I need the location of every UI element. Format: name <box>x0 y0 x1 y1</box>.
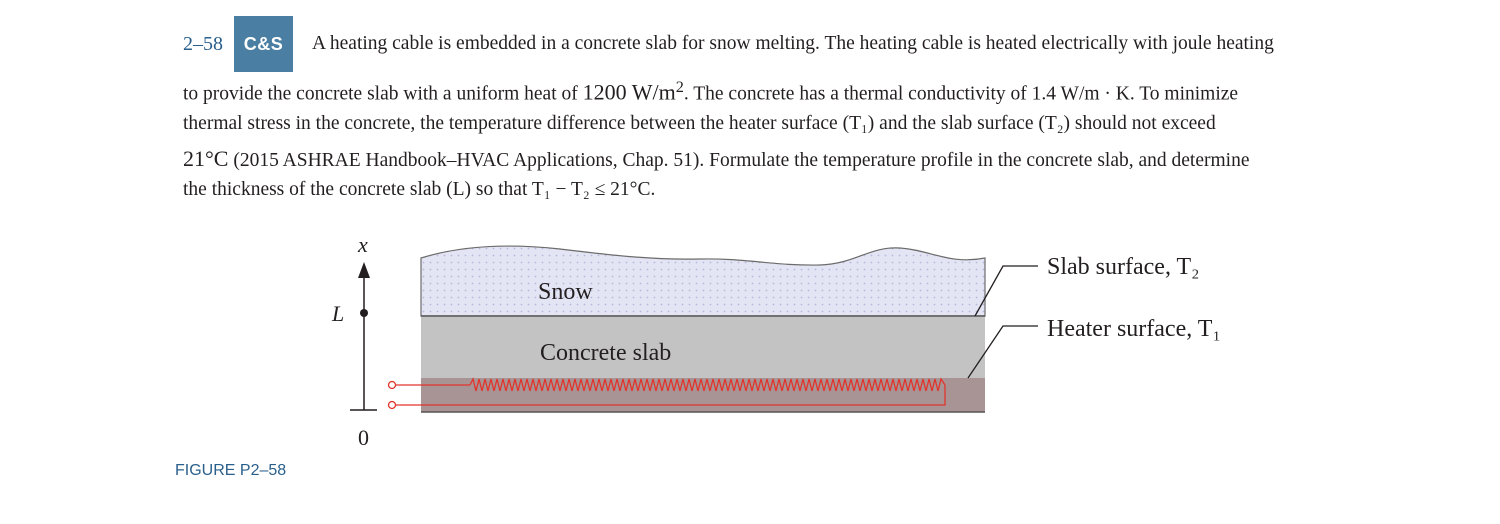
heater-surface-label: Heater surface, T₁ <box>1047 316 1221 342</box>
figure-caption: FIGURE P2–58 <box>175 462 287 479</box>
origin-label: 0 <box>358 425 369 450</box>
line2-end: . The concrete has a thermal conductivity of 1.4 W/m · K. To minimize <box>683 83 1239 105</box>
temperature-limit: 21°C <box>183 146 229 171</box>
problem-text-line-1: A heating cable is embedded in a concrete slab for snow melting. The heating cable is heated electrically with joule heating <box>312 33 1274 54</box>
x-axis <box>350 262 377 410</box>
problem-number: 2–58 <box>183 33 223 55</box>
line4-rest: (2015 ASHRAE Handbook–HVAC Applications, Chap. 51). Formulate the temperature profile in the concrete slab, and determine <box>228 150 1250 171</box>
slab-surface-label: Slab surface, T₂ <box>1047 254 1200 280</box>
heat-flux-value: 1200 W/m <box>582 79 676 105</box>
thickness-label: L <box>332 301 345 326</box>
flux-exponent: 2 <box>675 78 684 96</box>
problem-text-line-3: thermal stress in the concrete, the temperature difference between the heater surface (T₁) and the slab surface (T₂) should not exceed <box>183 113 1216 134</box>
cs-badge: C&S <box>234 16 293 72</box>
x-axis-label: x <box>358 232 368 257</box>
problem-text-line-5: the thickness of the concrete slab (L) so that T₁ − T₂ ≤ 21°C. <box>183 179 656 200</box>
snow-label: Snow <box>538 279 593 305</box>
line2-start: to provide the concrete slab with a uniform heat of <box>183 83 583 105</box>
snow-layer <box>421 246 985 316</box>
concrete-slab-label: Concrete slab <box>540 340 672 366</box>
